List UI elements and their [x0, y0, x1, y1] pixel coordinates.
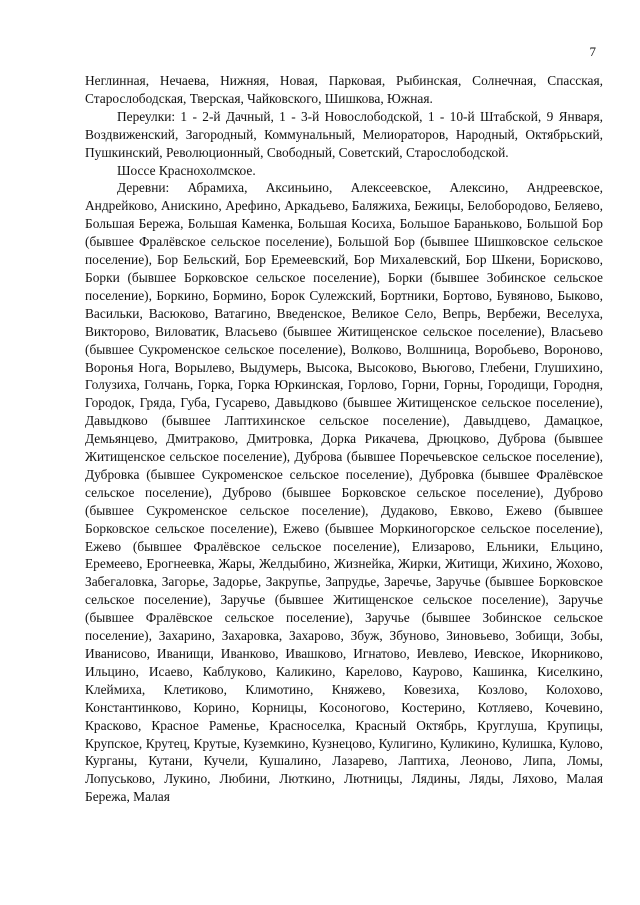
villages-paragraph: Деревни: Абрамиха, Аксиньино, Алексеевское, Алексино, Андреевское, Андрейково, Анискино, Арефино, Аркадьево, Баляжиха, Бежицы, Белобородово, Беляево, Большая Бережа, Большая Каменка, Большая Косиха, Большое Бараньково, Большой Бор (бывшее Фралёвское сельское поселение), Большой Бор (бывшее Шишковское сельское поселение), Бор Бельский, Бор Еремеевский, Бор Михалевский, Бор Шкени, Борисково, Борки (бывшее Борковское сельское поселение), Борки (бывшее Зобинское сельское поселение), Боркино, Бормино, Борок Сулежский, Бортники, Бортово, Бувяново, Быково, Васильки, Васюково, Ватагино, Введенское, Великое Село, Вепрь, Вербежи, Веселуха, Викторово, Виловатик, Власьево (бывшее Житищенское сельское поселение), Власьево (бывшее Сукроменское сельское поселение), Волково, Волшница, Воробьево, Вороново, Воронья Нога, Ворылево, Выдумерь, Высока, Высоково, Вьюгово, Глебени, Глушихино, Голузиха, Голчань, Горка, Горка Юркинская, Горлово, Горни, Горны, Городищи, Городня, Городок, Гряда, Губа, Гусарево, Давыдково (бывшее Житищенское сельское поселение), Давыдково (бывшее Лаптихинское сельское поселение), Давыдцево, Дамацкое, Демьянцево, Дмитраково, Дмитровка, Дорка Рикачева, Дрюцково, Дуброва (бывшее Житищенское сельское поселение), Дуброва (бывшее Поречьевское сельское поселение), Дубровка (бывшее Сукроменское сельское поселение), Дубровка (бывшее Фралёвское сельское поселение), Дуброво (бывшее Борковское сельское поселение), Дуброво (бывшее Сукроменское сельское поселение), Дудаково, Евково, Ежево (бывшее Борковское сельское поселение), Ежево (бывшее Моркиногорское сельское поселение), Ежево (бывшее Фралёвское сельское поселение), Елизарово, Ельники, Ельцино, Еремеево, Ерогнеевка, Жары, Желдыбино, Жизнейка, Жирки, Житищи, Жихино, Жохово, Забегаловка, Загорье, Задорье, Закрупье, Запрудье, Заречье, Заручье (бывшее Борковское сельское поселение), Заручье (бывшее Житищенское сельское поселение), Заручье (бывшее Фралёвское сельское поселение), Заручье (бывшее Зобинское сельское поселение), Захарино, Захаровка, Захарово, Збуж, Збуново, Зиновьево, Зобищи, Зобы, Иванисово, Иванищи, Иванково, Ивашково, Игнатово, Иевлево, Иевское, Икорниково, Ильцино, Исаево, Каблуково, Каликино, Карелово, Каурово, Кашинка, Киселкино, Клеймиха, Клетиково, Климотино, Княжево, Ковезиха, Козлово, Колохово, Константинково, Корино, Корницы, Косоногово, Костерино, Котляево, Кочевино, Красково, Красное Раменье, Красноселка, Красный Октябрь, Круглуша, Крупицы, Крупское, Крутец, Крутые, Куземкино, Кузнецово, Кулигино, Куликино, Кулишка, Кулово, Курганы, Кутани, Кучели, Кушалино, Лазарево, Лаптиха, Леоново, Липа, Ломы, Лопуськово, Лукино, Любини, Люткино, Лютницы, Лядины, Ляды, Ляхово, Малая Бережа, Малая — [85, 180, 603, 805]
lanes-paragraph: Переулки: 1 - 2-й Дачный, 1 - 3-й Новослободской, 1 - 10-й Штабской, 9 Января, Воздвиженский, Загородный, Коммунальный, Мелиораторов, Народный, Октябрьский, Пушкинский, Революционный, Свободный, Советский, Старослободской. — [85, 108, 603, 160]
streets-paragraph: Неглинная, Нечаева, Нижняя, Новая, Парковая, Рыбинская, Солнечная, Спасская, Старослободская, Тверская, Чайковского, Шишкова, Южная. — [85, 73, 603, 106]
highway-paragraph: Шоссе Краснохолмское. — [117, 162, 256, 178]
page-number: 7 — [589, 44, 596, 59]
document-body — [85, 72, 603, 806]
